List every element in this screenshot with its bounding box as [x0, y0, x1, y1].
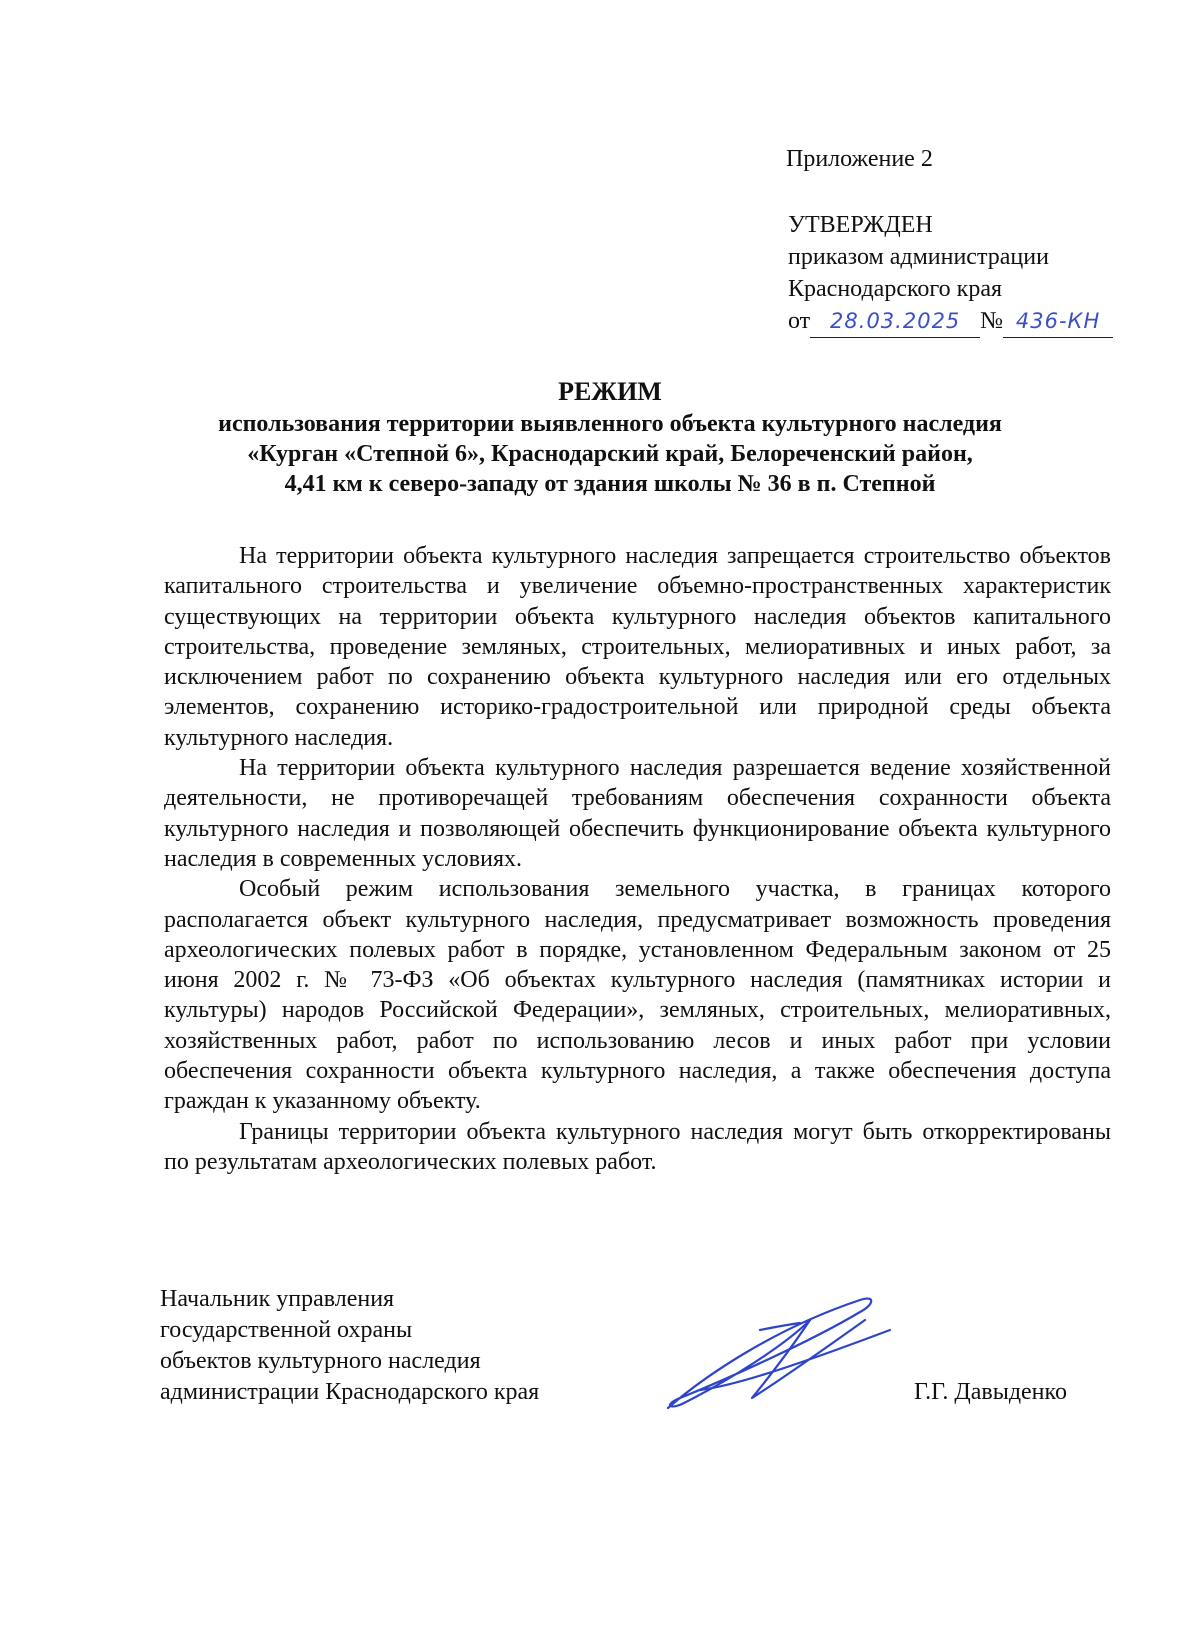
position-line: Начальник управления: [160, 1286, 395, 1312]
title-line: использования территории выявленного объекта культурного наследия: [218, 411, 1002, 437]
approval-block: [788, 143, 1113, 338]
position-line: объектов культурного наследия: [160, 1348, 481, 1374]
paragraph-boundaries: Границы территории объекта культурного наследия могут быть откорректированы по результатам археологических полевых работ.: [164, 1118, 1111, 1175]
document-body: [164, 541, 1111, 1177]
number-sign: №: [980, 308, 1004, 334]
order-label: приказом администрации: [788, 244, 1049, 270]
appendix-label: Приложение 2: [786, 146, 933, 172]
position-line: администрации Краснодарского края: [160, 1379, 540, 1405]
region-label: Краснодарского края: [788, 276, 1003, 302]
paragraph-special-regime: Особый режим использования земельного участка, в границах которого располагается объект культурного наследия, предусматривает возможность проведения археологических полевых работ в порядке, установленном Федеральным законом от 25 июня 2002 г. № 73-ФЗ «Об объектах культурного наследия (памятниках истории и культуры) народов Российской Федерации», земляных, строительных, мелиоративных, хозяйственных работ, работ по использованию лесов и иных работ при условии обеспечения сохранности объекта культурного наследия, а также обеспечения доступа граждан к указанному объекту.: [164, 876, 1111, 1115]
document-title: [130, 377, 1090, 499]
signer-position: [160, 1284, 539, 1408]
paragraph-prohibitions: На территории объекта культурного наследия запрещается строительство объектов капитального строительства и увеличение объемно-пространственных характеристик существующих на территории объекта культурного наследия объектов капитального строительства, проведение земляных, строительных, мелиоративных и иных работ, за исключением работ по сохранению объекта культурного наследия или его отдельных элементов, сохранению историко-градостроительной или природной среды объекта культурного наследия.: [164, 543, 1111, 751]
date-prefix: от: [788, 308, 811, 334]
order-date-line: [788, 305, 1113, 338]
signature-icon: [660, 1290, 900, 1415]
signer-name: Г.Г. Давыденко: [914, 1379, 1067, 1405]
title-line: «Курган «Степной 6», Краснодарский край, Белореченский район,: [247, 441, 973, 467]
handwritten-order-number: 436-КН: [1003, 305, 1113, 338]
title-main: РЕЖИМ: [558, 377, 662, 406]
title-line: 4,41 км к северо-западу от здания школы № 36 в п. Степной: [284, 471, 936, 497]
handwritten-date: 28.03.2025: [810, 305, 980, 338]
approved-label: УТВЕРЖДЕН: [788, 212, 933, 238]
position-line: государственной охраны: [160, 1317, 413, 1343]
paragraph-permitted-activity: На территории объекта культурного наследия разрешается ведение хозяйственной деятельности, не противоречащей требованиям обеспечения сохранности объекта культурного наследия и позволяющей обеспечить функционирование объекта культурного наследия в современных условиях.: [164, 755, 1111, 872]
